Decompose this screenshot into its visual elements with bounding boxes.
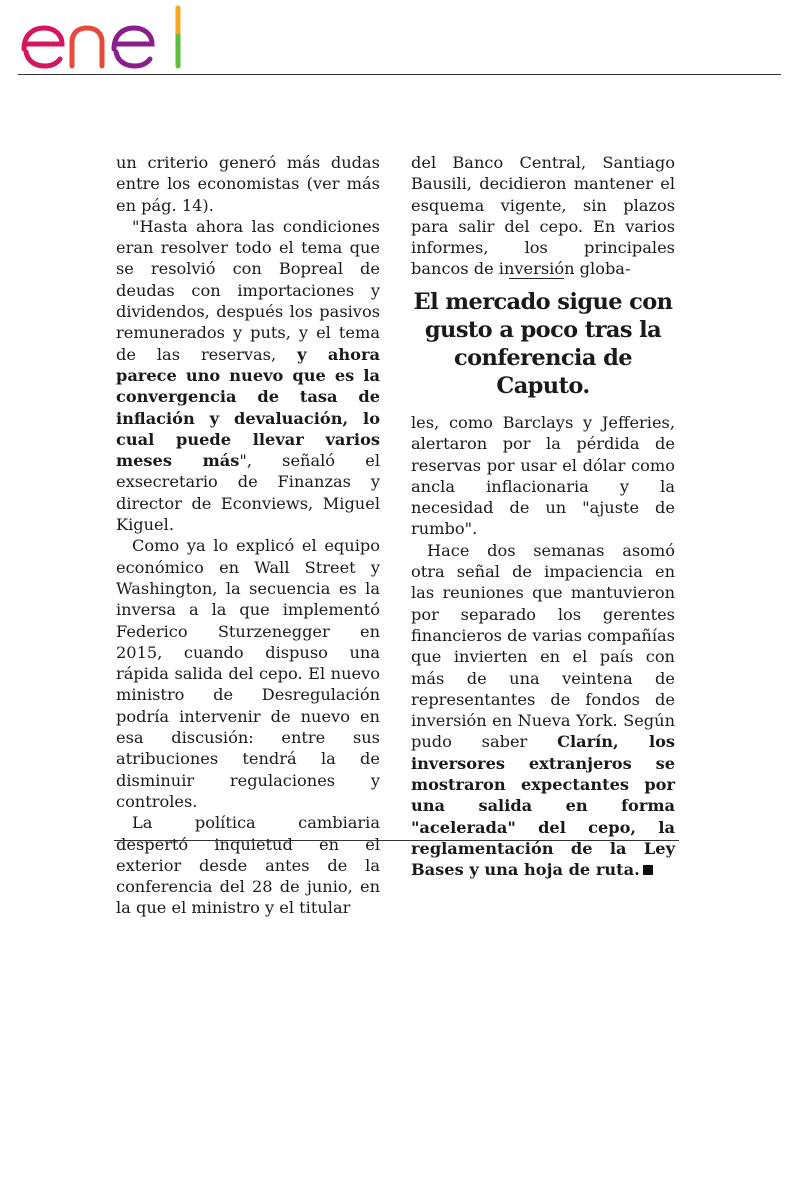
footer-divider <box>114 840 679 841</box>
paragraph-text: "Hasta ahora las condiciones eran resolver todo el tema que se resolvió con Bopreal de deudas con importaciones y dividendos, después los pasivos remunerados y puts, y el tema de las reservas, <box>116 216 380 364</box>
paragraph: La política cambiaria despertó inquietud en el exterior desde antes de la conferencia del 28 de junio, en la que el ministro y el titular <box>116 813 380 918</box>
article-column-right-bottom <box>411 412 675 881</box>
paragraph <box>116 216 380 535</box>
paragraph: del Banco Central, Santiago Bausili, decidieron mantener el esquema vigente, sin plazos para salir del cepo. En varios informes, los principales bancos de inversión globa- <box>411 153 675 279</box>
header-divider <box>18 74 781 75</box>
end-of-article-icon <box>643 865 653 875</box>
article-column-right-top <box>411 152 675 280</box>
paragraph <box>411 540 675 881</box>
paragraph-text: ", señaló el exsecretario de Finanzas y director de Econviews, Miguel Kiguel. <box>116 451 380 535</box>
paragraph-bold-text: y ahora parece uno nuevo que es la convergencia de tasa de inflación y devaluación, lo cual puede llevar varios meses más <box>116 344 380 471</box>
paragraph: un criterio generó más dudas entre los economistas (ver más en pág. 14). <box>116 153 380 215</box>
enel-logo <box>18 4 194 70</box>
paragraph: Como ya lo explicó el equipo económico en Wall Street y Washington, la secuencia es la inversa a la que implementó Federico Sturzenegger en 2015, cuando dispuso una rápida salida del cepo. El nuevo ministro de Desregulación podría intervenir de nuevo en esa discusión: entre sus atribuciones tendrá la de disminuir regulaciones y controles. <box>116 536 380 811</box>
paragraph: les, como Barclays y Jefferies, alertaron por la pérdida de reservas por usar el dólar como ancla inflacionaria y la necesidad de un "ajuste de rumbo". <box>411 413 675 539</box>
article-column-left <box>116 152 380 919</box>
paragraph-bold-text: Clarín, los inversores extranjeros se mostraron expectantes por una salida en forma "acelerada" del cepo, la reglamentación de la Ley Bases y una hoja de ruta. <box>411 732 675 880</box>
pull-quote: El mercado sigue con gusto a poco tras la conferencia de Caputo. <box>413 289 673 399</box>
paragraph-text: Hace dos semanas asomó otra señal de impaciencia en las reuniones que mantuvieron por separado los gerentes financieros de varias compañías que invierten en el país con más de una veintena de representantes de fondos de inversión en Nueva York. Según pudo saber <box>411 540 675 752</box>
pull-quote-divider <box>509 278 564 279</box>
